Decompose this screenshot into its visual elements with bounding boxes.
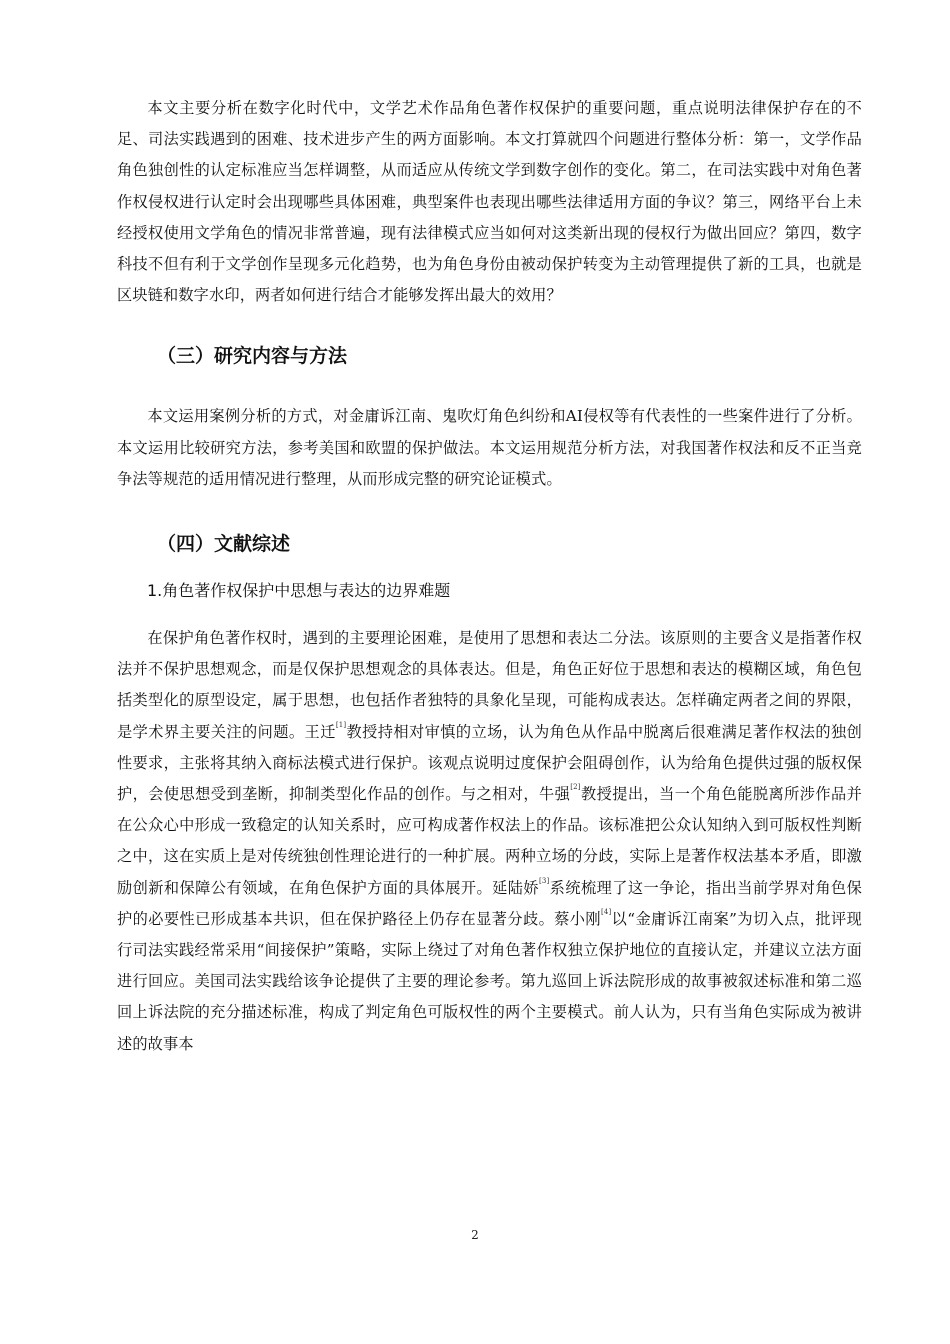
page-number: 2 xyxy=(471,1228,479,1242)
review-text-part-4: 系统梳理了这一争论，指出当前学界对角色保护的必要性已形成基本共识，但在保护路径上仍存在显著分歧。蔡小刚 xyxy=(117,878,862,928)
section-heading-literature-review: （四）文献综述 xyxy=(157,533,291,556)
citation-3: [3] xyxy=(539,876,550,885)
methods-paragraph: 本文运用案例分析的方式，对金庸诉江南、鬼吹灯角色纠纷和AI侵权等有代表性的一些案件进行了分析。本文运用比较研究方法，参考美国和欧盟的保护做法。本文运用规范分析方法，对我国著作权法和反不正当竞争法等规范的适用情况进行整理，从而形成完整的研究论证模式。 xyxy=(117,407,862,488)
review-text-part-2: 教授持相对审慎的立场，认为角色从作品中脱离后很难满足著作权法的独创性要求，主张将其纳入商标法模式进行保护。该观点说明过度保护会阻碍创作，认为给角色提供过强的版权保护，会使思想受到垄断，抑制类型化作品的创作。与之相对，牛强 xyxy=(117,722,862,804)
citation-2: [2] xyxy=(570,783,581,792)
review-text-part-3: 教授提出，当一个角色能脱离所涉作品并在公众心中形成一致稳定的认知关系时，应可构成著作权法上的作品。该标准把公众认知纳入到可版权性判断之中，这在实质上是对传统独创性理论进行的一种扩展。两种立场的分歧，实际上是著作权法基本矛盾，即激励创新和保障公有领域，在角色保护方面的具体展开。延陆娇 xyxy=(117,785,862,897)
literature-review-paragraph xyxy=(117,623,862,1060)
citation-4: [4] xyxy=(601,907,612,916)
intro-paragraph: 本文主要分析在数字化时代中，文学艺术作品角色著作权保护的重要问题，重点说明法律保护存在的不足、司法实践遇到的困难、技术进步产生的两方面影响。本文打算就四个问题进行整体分析：第一，文学作品角色独创性的认定标准应当怎样调整，从而适应从传统文学到数字创作的变化。第二，在司法实践中对角色著作权侵权进行认定时会出现哪些具体困难，典型案件也表现出哪些法律适用方面的争议？第三，网络平台上未经授权使用文学角色的情况非常普遍，现有法律模式应当如何对这类新出现的侵权行为做出回应？第四，数字科技不但有利于文学创作呈现多元化趋势，也为角色身份由被动保护转变为主动管理提供了新的工具，也就是区块链和数字水印，两者如何进行结合才能够发挥出最大的效用？ xyxy=(117,99,862,305)
subsection-heading-idea-expression: 1.角色著作权保护中思想与表达的边界难题 xyxy=(147,581,451,601)
citation-1: [1] xyxy=(335,720,347,729)
page-content xyxy=(117,93,862,1060)
section-heading-research-content: （三）研究内容与方法 xyxy=(157,345,348,368)
review-text-part-1: 在保护角色著作权时，遇到的主要理论困难，是使用了思想和表达二分法。该原则的主要含义是指著作权法并不保护思想观念，而是仅保护思想观念的具体表达。但是，角色正好位于思想和表达的模糊区域，角色包括类型化的原型设定，属于思想，也包括作者独特的具象化呈现，可能构成表达。怎样确定两者之间的界限，是学术界主要关注的问题。王迁 xyxy=(117,629,862,741)
review-text-part-5: 以“金庸诉江南案”为切入点，批评现行司法实践经常采用“间接保护”策略，实际上绕过了对角色著作权独立保护地位的直接认定，并建议立法方面进行回应。美国司法实践给该争论提供了主要的理论参考。第九巡回上诉法院形成的故事被叙述标准和第二巡回上诉法院的充分描述标准，构成了判定角色可版权性的两个主要模式。前人认为，只有当角色实际成为被讲述的故事本 xyxy=(117,909,862,1053)
